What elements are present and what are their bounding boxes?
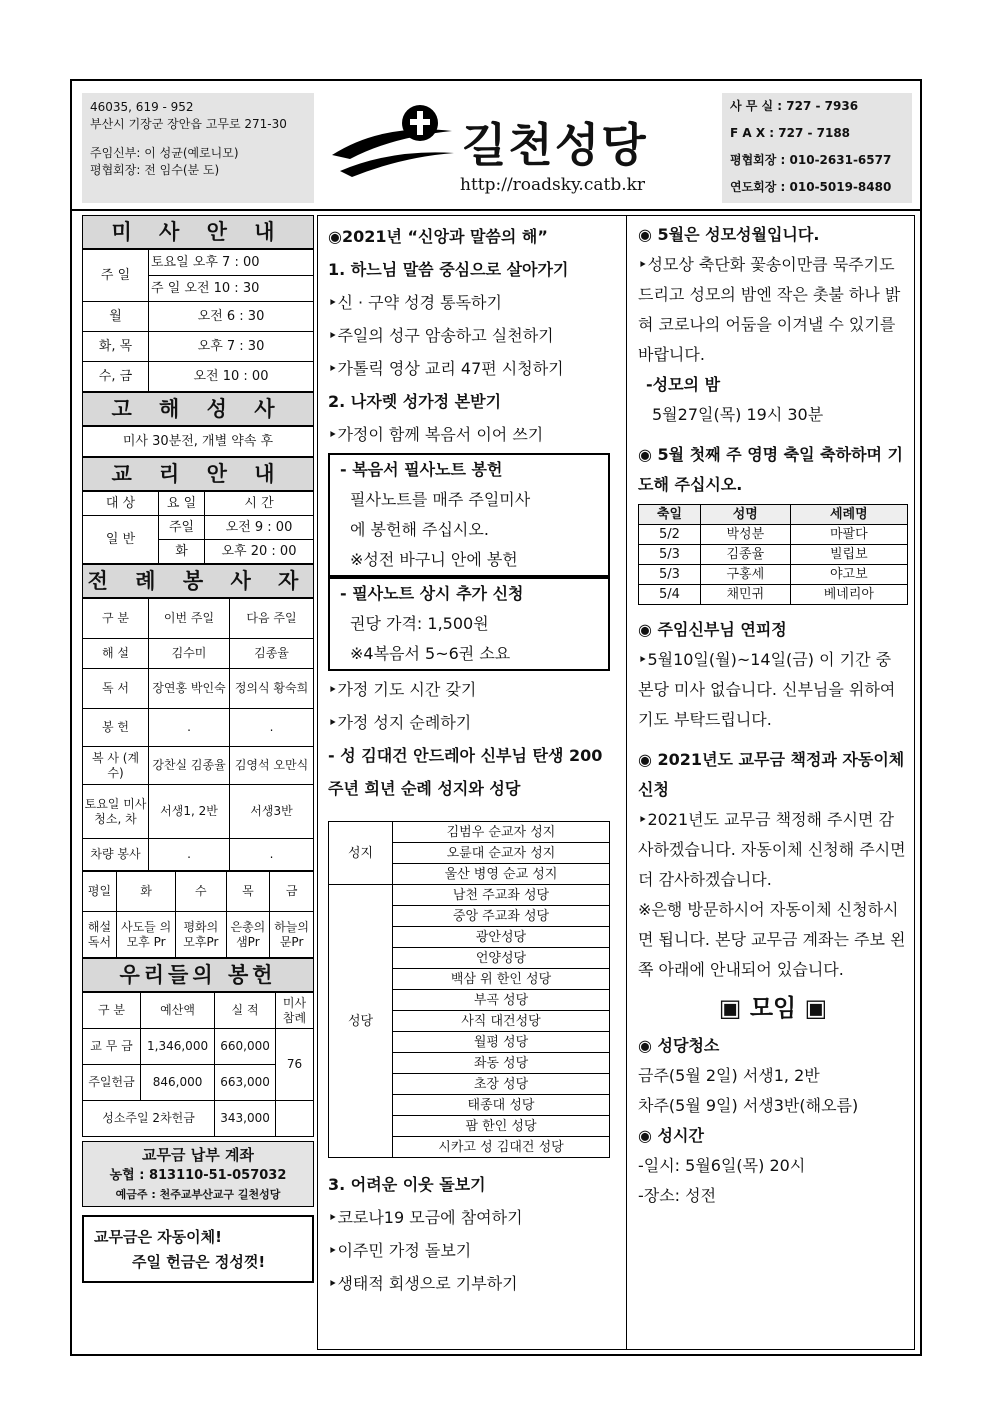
church-name: 언양성당: [393, 948, 610, 969]
table-cell: .: [230, 709, 314, 747]
contact-box: [722, 93, 912, 203]
column-header: 시 간: [205, 492, 314, 516]
slogan-line: 교무금은 자동이체!: [94, 1228, 222, 1246]
notice-text: 금주(5월 2일) 서생1, 2반: [638, 1066, 820, 1085]
church-name: 초장 성당: [393, 1074, 610, 1095]
table-cell: 5/3: [639, 565, 701, 585]
table-cell: 김수미: [149, 639, 230, 669]
box-line: 에 봉헌해 주십시오.: [350, 520, 489, 539]
list-item: ‣가정 기도 시간 갖기: [328, 680, 477, 699]
table-cell: 해설 독서: [83, 912, 117, 958]
church-name: 팜 한인 성당: [393, 1116, 610, 1137]
weekday-time: 오전 10 : 00: [149, 362, 314, 392]
table-cell: 하늘의 문Pr: [270, 912, 314, 958]
table-cell: 5/3: [639, 545, 701, 565]
notice-subheading: -성모의 밤: [646, 375, 721, 394]
parish-url[interactable]: http://roadsky.catb.kr: [460, 175, 646, 195]
account-box: [82, 1141, 314, 1207]
table-cell: 베네리아: [790, 585, 907, 605]
table-cell: 660,000: [215, 1029, 276, 1065]
faith-year-column: [328, 220, 610, 1300]
column-header: 수: [176, 872, 226, 912]
notice-heading: ◉ 2021년도 교무금 책정과 자동이체 신청: [638, 750, 905, 799]
attendance-count: 76: [276, 1029, 314, 1101]
notice-text: 5월27일(목) 19시 30분: [652, 405, 824, 424]
pastor-name: 주임신부: 이 성균(예로니모): [90, 146, 239, 160]
column-header: 축일: [639, 505, 701, 525]
list-item: ‣이주민 가정 돌보기: [328, 1241, 472, 1260]
table-cell: 663,000: [215, 1065, 276, 1101]
table-cell: 강찬실 김종율: [149, 747, 230, 785]
account-number: 농협 : 813110-51-057032: [109, 1168, 287, 1183]
table-cell: 은총의 샘Pr: [226, 912, 270, 958]
column-header: 평일: [83, 872, 117, 912]
list-item: ‣코로나19 모금에 참여하기: [328, 1208, 523, 1227]
table-cell: 교 무 금: [83, 1029, 141, 1065]
notebook-box: [328, 453, 610, 577]
address-box: [82, 93, 314, 203]
table-cell: 김종율: [700, 545, 790, 565]
list-item: ‣주일의 성구 암송하고 실천하기: [328, 326, 554, 345]
content-frame: [317, 215, 915, 1350]
notice-text: ‣2021년도 교무금 책정해 주시면 감사하겠습니다. 자동이체 신청해 주시면 더 감사하겠습니다.: [638, 810, 906, 889]
church-name: 남천 주교좌 성당: [393, 885, 610, 906]
table-cell: 5/2: [639, 525, 701, 545]
header-divider: [72, 209, 920, 211]
column-header: 구 분: [83, 599, 149, 639]
column-header: 금: [270, 872, 314, 912]
table-cell: 야고보: [790, 565, 907, 585]
pilgrimage-heading: - 성 김대건 안드레아 신부님 탄생 200주년 희년 순례 성지와 성당: [328, 746, 603, 798]
street-address: 부산시 기장군 장안읍 고무로 271-30: [90, 117, 287, 131]
slogan-line: 주일 헌금은 정성껏!: [132, 1253, 266, 1271]
weekday-time: 오후 7 : 30: [149, 332, 314, 362]
servers-table: [82, 598, 314, 871]
offering-title: 우리들의 봉헌: [82, 958, 314, 992]
notice-text: ‣5월10일(월)~14일(금) 이 기간 중 본당 미사 없습니다. 신부님을 위하여 기도 부탁드립니다.: [638, 650, 896, 729]
table-cell: [276, 1101, 314, 1137]
church-name: 태종대 성당: [393, 1095, 610, 1116]
church-label: 성당: [329, 885, 393, 1158]
cross-wave-logo-icon: [322, 93, 462, 203]
notice-text: -장소: 성전: [638, 1186, 717, 1205]
weekday-label: 화, 목: [83, 332, 149, 362]
table-cell: .: [230, 839, 314, 871]
confession-title: 고 해 성 사: [82, 392, 314, 426]
notice-text: -일시: 5월6일(목) 20시: [638, 1156, 806, 1175]
table-cell: 김영석 오만식: [230, 747, 314, 785]
catechism-day: 주일: [159, 516, 205, 540]
column-header: 요 일: [159, 492, 205, 516]
church-name: 백삼 위 한인 성당: [393, 969, 610, 990]
church-name: 부곡 성당: [393, 990, 610, 1011]
notice-heading: ◉ 주임신부님 연피정: [638, 620, 787, 639]
confession-text: 미사 30분전, 개별 약속 후: [83, 427, 314, 457]
notice-heading: ◉ 5월은 성모성월입니다.: [638, 225, 820, 244]
church-name: 사직 대건성당: [393, 1011, 610, 1032]
table-row: 차량 봉사: [83, 839, 149, 871]
church-name: 중앙 주교좌 성당: [393, 906, 610, 927]
notice-text: ※은행 방문하시어 자동이체 신청하시면 됩니다. 본당 교무금 계좌는 주보 왼쪽 아래에 안내되어 있습니다.: [638, 900, 906, 979]
offering-table: [82, 992, 314, 1137]
section-heading: 3. 어려운 이웃 돌보기: [328, 1175, 486, 1194]
list-item: ‣가정 성지 순례하기: [328, 713, 472, 732]
column-header: 세례명: [790, 505, 907, 525]
meeting-heading: ▣ 모임 ▣: [718, 994, 828, 1022]
table-cell: 5/4: [639, 585, 701, 605]
table-cell: 김종율: [230, 639, 314, 669]
section-heading: 2. 나자렛 성가정 본받기: [328, 392, 502, 411]
column-header: 이번 주일: [149, 599, 230, 639]
church-name: 월평 성당: [393, 1032, 610, 1053]
box-line: - 복음서 필사노트 봉헌: [340, 460, 503, 479]
table-cell: 성소주일 2차헌금: [83, 1101, 215, 1137]
table-row: 봉 헌: [83, 709, 149, 747]
catechism-title: 교 리 안 내: [82, 457, 314, 491]
list-item: ‣생태적 회생으로 기부하기: [328, 1274, 518, 1293]
column-header: 대 상: [83, 492, 159, 516]
account-title: 교무금 납부 계좌: [142, 1146, 254, 1164]
weekday-time: 오전 6 : 30: [149, 302, 314, 332]
table-cell: 서생1, 2반: [149, 785, 230, 839]
table-cell: 정의식 황숙희: [230, 669, 314, 709]
postal-code: 46035, 619 - 952: [90, 100, 194, 114]
weekday-servers-table: [82, 871, 314, 958]
table-cell: 채민귀: [700, 585, 790, 605]
table-row: 복 사 (계 수): [83, 747, 149, 785]
catechism-target: 일 반: [83, 516, 159, 564]
notice-text: ‣성모상 축단화 꽃송이만큼 묵주기도 드리고 성모의 밤엔 작은 촛불 하나 밝혀 코로나의 어둠을 이겨낼 수 있기를 바랍니다.: [638, 255, 901, 364]
table-cell: 343,000: [215, 1101, 276, 1137]
catechism-time: 오후 20 : 00: [205, 540, 314, 564]
theme-heading: ◉2021년 “신앙과 말씀의 해”: [328, 227, 548, 246]
catechism-time: 오전 9 : 00: [205, 516, 314, 540]
catechism-table: [82, 491, 314, 564]
weekday-label: 월: [83, 302, 149, 332]
box-line: 권당 가격: 1,500원: [350, 614, 489, 633]
table-cell: 평화의 모후Pr: [176, 912, 226, 958]
column-header: 다음 주일: [230, 599, 314, 639]
column-header: 목: [226, 872, 270, 912]
notice-text: 차주(5월 9일) 서생3반(해오름): [638, 1096, 859, 1115]
table-cell: 빌립보: [790, 545, 907, 565]
bulletin-page: [70, 79, 922, 1356]
column-header: 구 분: [83, 993, 141, 1029]
table-row: 해 설: [83, 639, 149, 669]
servers-title: 전 례 봉 사 자: [82, 564, 314, 598]
list-item: ‣가톨릭 영상 교리 47편 시청하기: [328, 359, 564, 378]
column-divider: [626, 216, 627, 1349]
notice-heading: ◉ 성당청소: [638, 1036, 720, 1055]
table-cell: .: [149, 709, 230, 747]
mass-table: [82, 249, 314, 392]
council-president: 평협회장: 전 임수(분 도): [90, 163, 220, 177]
box-line: ※4복음서 5~6권 소요: [350, 644, 511, 663]
slogan-box: [82, 1215, 314, 1283]
table-cell: 마팔다: [790, 525, 907, 545]
saturday-mass: 토요일 오후 7 : 00: [149, 250, 314, 276]
weekday-label: 수, 금: [83, 362, 149, 392]
box-line: - 필사노트 상시 추가 신청: [340, 584, 524, 603]
list-item: ‣가정이 함께 복음서 이어 쓰기: [328, 425, 544, 444]
church-name: 광안성당: [393, 927, 610, 948]
association-phone: 연도회장 : 010-5019-8480: [730, 180, 892, 194]
left-column: [82, 215, 314, 1283]
feast-table: [638, 504, 908, 605]
sunday-label: 주 일: [83, 250, 149, 302]
council-phone: 평협회장 : 010-2631-6577: [730, 153, 892, 167]
shrine-name: 김범우 순교자 성지: [393, 822, 610, 843]
table-cell: 박성분: [700, 525, 790, 545]
box-line: ※성전 바구니 안에 봉헌: [350, 550, 518, 569]
table-cell: 서생3반: [230, 785, 314, 839]
column-header: 미사 참례: [276, 993, 314, 1029]
table-cell: 사도들 의모후 Pr: [117, 912, 176, 958]
mass-title: 미 사 안 내: [82, 215, 314, 249]
parish-logo: [322, 93, 722, 203]
table-cell: 846,000: [141, 1065, 215, 1101]
box-line: 필사노트를 매주 주일미사: [350, 490, 531, 509]
table-cell: 구홍세: [700, 565, 790, 585]
table-cell: .: [149, 839, 230, 871]
column-header: 예산액: [141, 993, 215, 1029]
account-holder: 예금주 : 천주교부산교구 길천성당: [115, 1188, 281, 1201]
fax-number: F A X : 727 - 7188: [730, 126, 851, 140]
notice-heading: ◉ 5월 첫째 주 영명 축일 축하하며 기도해 주십시오.: [638, 445, 904, 494]
column-header: 실 적: [215, 993, 276, 1029]
catechism-day: 화: [159, 540, 205, 564]
pilgrimage-table: [328, 821, 610, 1158]
shrine-name: 오륜대 순교자 성지: [393, 843, 610, 864]
table-cell: 장연홍 박인숙: [149, 669, 230, 709]
list-item: ‣신 · 구약 성경 통독하기: [328, 293, 502, 312]
column-header: 화: [117, 872, 176, 912]
table-row: 독 서: [83, 669, 149, 709]
sunday-mass: 주 일 오전 10 : 30: [149, 276, 314, 302]
table-row: 토요일 미사 청소, 차: [83, 785, 149, 839]
notice-column: [638, 220, 908, 1211]
column-header: 성명: [700, 505, 790, 525]
notebook-order-box: [328, 577, 610, 671]
section-heading: 1. 하느님 말씀 중심으로 살아가기: [328, 260, 569, 279]
church-name: 좌동 성당: [393, 1053, 610, 1074]
table-cell: 주일헌금: [83, 1065, 141, 1101]
notice-heading: ◉ 성시간: [638, 1126, 704, 1145]
table-cell: 1,346,000: [141, 1029, 215, 1065]
parish-title: 길천성당: [462, 118, 648, 172]
shrine-name: 울산 병영 순교 성지: [393, 864, 610, 885]
church-name: 시카고 성 김대건 성당: [393, 1137, 610, 1158]
shrine-label: 성지: [329, 822, 393, 885]
office-phone: 사 무 실 : 727 - 7936: [730, 99, 859, 113]
